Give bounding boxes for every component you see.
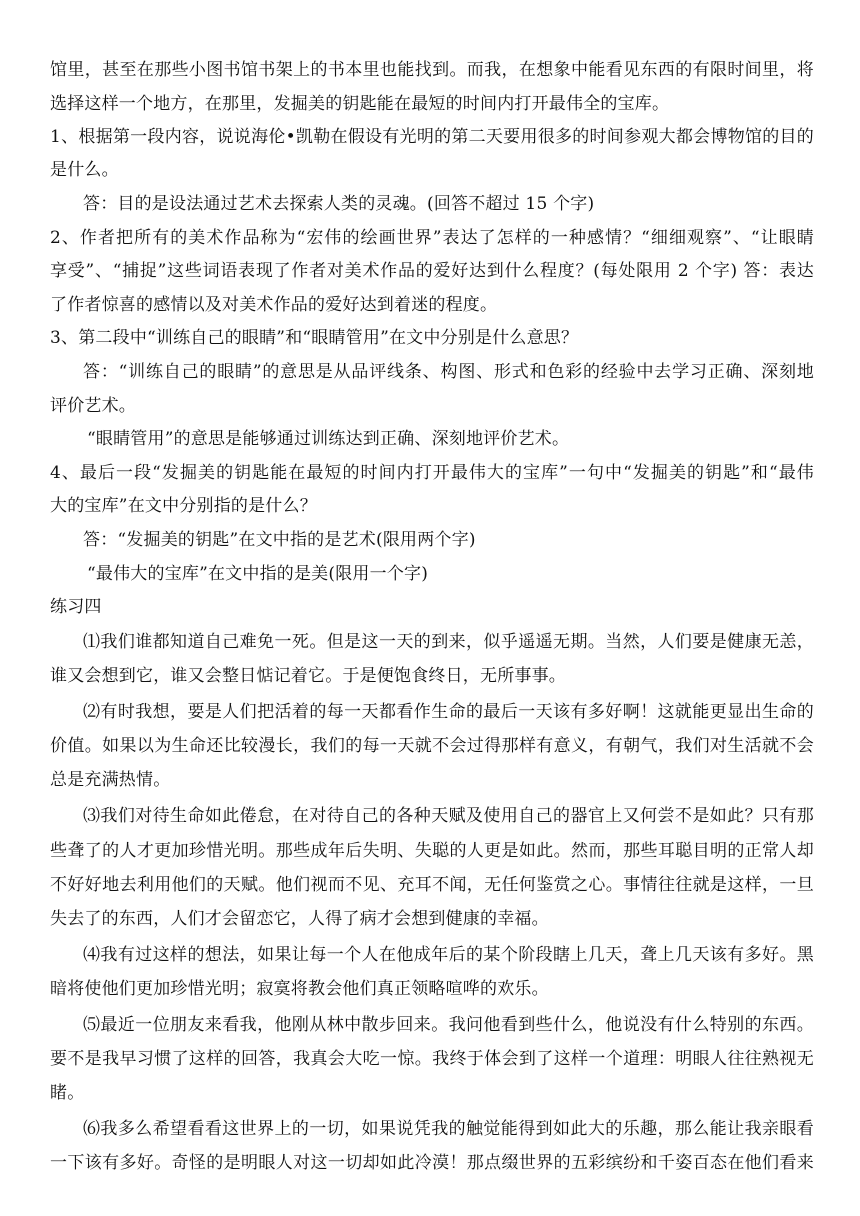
text-line: 谁又会想到它，谁又会整日惦记着它。于是便饱食终日，无所事事。	[50, 666, 566, 686]
text-line: 些聋了的人才更加珍惜光明。那些成年后失明、失聪的人更是如此。然而，那些耳聪目明的正常人却	[50, 841, 814, 861]
paragraph-1: ⑴我们谁都知道自己难免一死。但是这一天的到来，似乎遥遥无期。当然，人们要是健康无恙，	[83, 632, 814, 652]
answer-3b: “眼睛管用”的意思是能够通过训练达到正确、深刻地评价艺术。	[87, 429, 570, 449]
answer-4b: “最伟大的宝库”在文中指的是美(限用一个字)	[87, 564, 429, 584]
text-line: 评价艺术。	[50, 396, 136, 416]
text-line: 暗将使他们更加珍惜光明；寂寞将教会他们真正领略喧哗的欢乐。	[50, 979, 549, 999]
answer-3: 答：“训练自己的眼睛”的意思是从品评线条、构图、形式和色彩的经验中去学习正确、深刻地	[83, 362, 814, 382]
question-1: 1、根据第一段内容，说说海伦•凯勒在假设有光明的第二天要用很多的时间参观大都会博物馆的目的	[50, 127, 814, 147]
text-line: 馆里，甚至在那些小图书馆书架上的书本里也能找到。而我，在想象中能看见东西的有限时间里，将	[50, 60, 814, 80]
text-line: 一下该有多好。奇怪的是明眼人对这一切却如此冷漠！那点缀世界的五彩缤纷和千姿百态在他们看来	[50, 1153, 814, 1173]
text-line: 睹。	[50, 1083, 85, 1103]
section-heading: 练习四	[50, 597, 102, 617]
text-line: 不好好地去利用他们的天赋。他们视而不见、充耳不闻，无任何鉴赏之心。事情往往就是这样，一旦	[50, 875, 814, 895]
answer-4: 答：“发掘美的钥匙”在文中指的是艺术(限用两个字)	[83, 530, 476, 550]
answer-1: 答：目的是设法通过艺术去探索人类的灵魂。(回答不超过 15 个字)	[83, 194, 595, 214]
paragraph-2: ⑵有时我想，要是人们把活着的每一天都看作生命的最后一天该有多好啊！这就能更显出生命的	[83, 702, 814, 722]
text-line: 要不是我早习惯了这样的回答，我真会大吃一惊。我终于体会到了这样一个道理：明眼人往往熟视无	[50, 1049, 814, 1069]
text-line: 选择这样一个地方，在那里，发掘美的钥匙能在最短的时间内打开最伟全的宝库。	[50, 94, 670, 114]
text-line: 享受”、“捕捉”这些词语表现了作者对美术作品的爱好达到什么程度？(每处限用 2 个字) 答：表达	[50, 261, 814, 281]
question-4: 4、最后一段“发掘美的钥匙能在最短的时间内打开最伟大的宝库”一句中“发掘美的钥匙”和“最伟	[50, 463, 814, 483]
paragraph-3: ⑶我们对待生命如此倦怠，在对待自己的各种天赋及使用自己的器官上又何尝不是如此？只有那	[83, 806, 814, 826]
text-line: 是什么。	[50, 160, 119, 180]
text-line: 失去了的东西，人们才会留恋它，人得了病才会想到健康的幸福。	[50, 909, 549, 929]
text-line: 总是充满热情。	[50, 770, 171, 790]
question-3: 3、第二段中“训练自己的眼睛”和“眼睛管用”在文中分别是什么意思？	[50, 328, 579, 348]
text-line: 大的宝库”在文中分别指的是什么？	[50, 496, 317, 516]
question-2: 2、作者把所有的美术作品称为“宏伟的绘画世界”表达了怎样的一种感情？“细细观察”、“让眼睛	[50, 228, 814, 248]
paragraph-5: ⑸最近一位朋友来看我，他刚从林中散步回来。我问他看到些什么，他说没有什么特别的东西。	[83, 1015, 814, 1035]
text-line: 了作者惊喜的感情以及对美术作品的爱好达到着迷的程度。	[50, 295, 498, 315]
paragraph-6: ⑹我多么希望看看这世界上的一切，如果说凭我的触觉能得到如此大的乐趣，那么能让我亲眼看	[83, 1119, 814, 1139]
text-line: 价值。如果以为生命还比较漫长，我们的每一天就不会过得那样有意义，有朝气，我们对生活就不会	[50, 736, 814, 756]
paragraph-4: ⑷我有过这样的想法，如果让每一个人在他成年后的某个阶段瞎上几天，聋上几天该有多好。黑	[83, 945, 814, 965]
